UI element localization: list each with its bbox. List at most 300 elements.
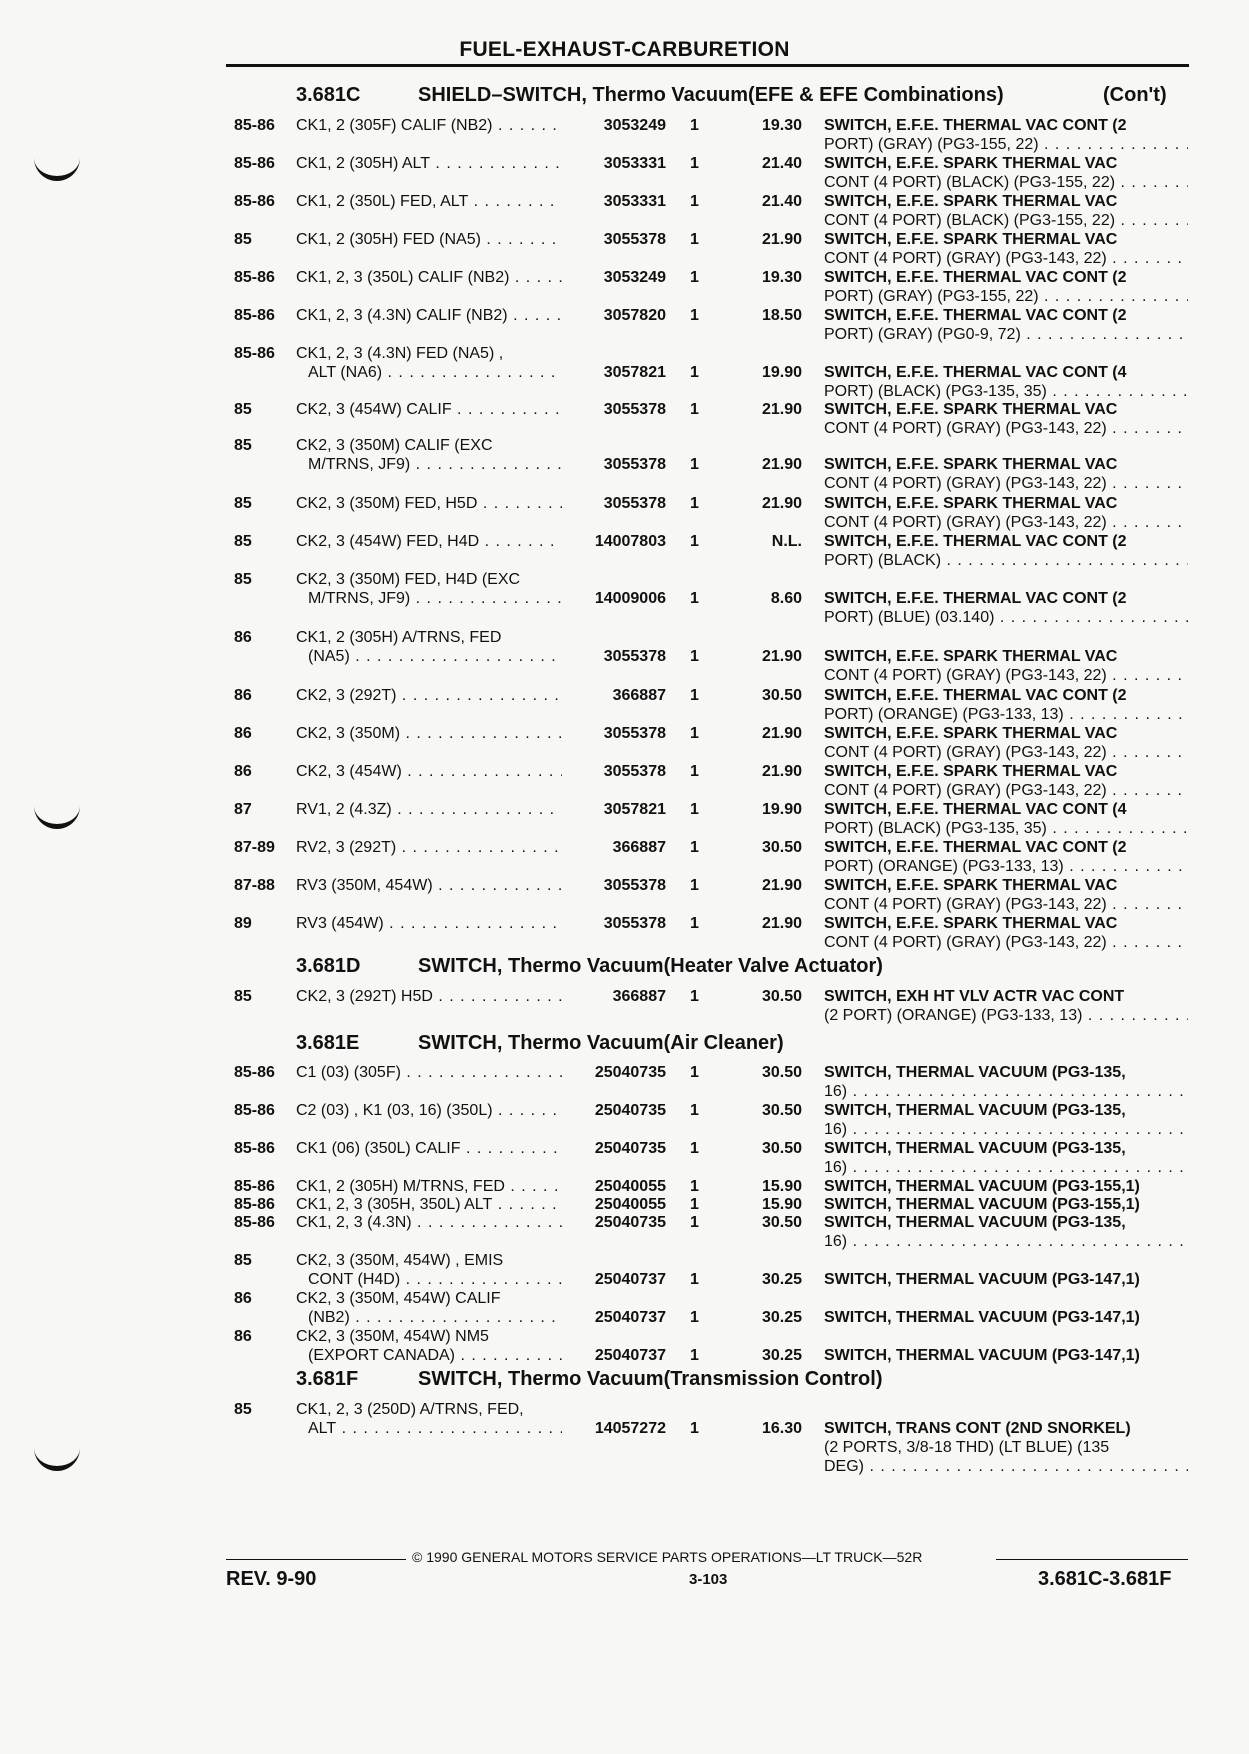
description-line: (NB2) . . . (296, 1308, 562, 1327)
part-name-line: SWITCH, E.F.E. SPARK THERMAL VAC (824, 877, 1118, 894)
part-name-line: PORT) (ORANGE) (PG3-133, 13) . . . (824, 857, 1188, 876)
part-name (824, 363, 1188, 401)
part-number: 3053249 (603, 117, 666, 134)
quantity: 1 (690, 915, 699, 932)
part-name (824, 987, 1188, 1025)
section-heading-3681f (296, 1368, 883, 1391)
model-years: 85-86 (234, 1196, 275, 1213)
part-name-line: SWITCH, THERMAL VACUUM (PG3-155,1) (824, 1178, 1140, 1195)
part-number: 366887 (612, 839, 666, 856)
part-name-line: SWITCH, THERMAL VACUUM (PG3-147,1) (824, 1271, 1140, 1288)
page-title: FUEL-EXHAUST-CARBURETION (459, 38, 790, 61)
price: 21.90 (761, 495, 802, 512)
price: 21.90 (761, 877, 802, 894)
part-number: 366887 (612, 988, 666, 1005)
description-line: RV2, 3 (292T) . . . (296, 838, 562, 857)
description-line: CK2, 3 (454W) FED, H4D . . . (296, 532, 562, 551)
part-number: 366887 (612, 687, 666, 704)
section-cont-label: (Con't) (1103, 84, 1167, 106)
part-name-line: SWITCH, THERMAL VACUUM (PG3-135, (824, 1102, 1126, 1119)
model-years: 86 (234, 725, 252, 742)
part-name (824, 589, 1188, 627)
quantity: 1 (690, 1140, 699, 1157)
model-years: 85-86 (234, 193, 275, 210)
description-line: CK1, 2, 3 (4.3N) CALIF (NB2) . . . (296, 306, 562, 325)
part-name-line: PORT) (GRAY) (PG3-155, 22) . . . (824, 287, 1188, 306)
application-description (296, 914, 562, 933)
part-number: 3055378 (603, 915, 666, 932)
part-name (824, 192, 1188, 230)
model-years: 85 (234, 988, 252, 1005)
part-number: 3057821 (603, 801, 666, 818)
quantity: 1 (690, 687, 699, 704)
part-name-line: CONT (4 PORT) (GRAY) (PG3-143, 22) . . . (824, 895, 1188, 914)
part-number: 3053331 (603, 193, 666, 210)
part-number: 25040737 (594, 1309, 666, 1326)
application-description (296, 1195, 562, 1214)
section-heading-3681d (296, 955, 883, 978)
description-line: CK2, 3 (454W) CALIF . . . (296, 400, 562, 419)
description-line: RV3 (350M, 454W) . . . (296, 876, 562, 895)
price: 30.50 (761, 1140, 802, 1157)
quantity: 1 (690, 877, 699, 894)
part-name (824, 1308, 1188, 1327)
description-line: CK1, 2, 3 (350L) CALIF (NB2) . . . (296, 268, 562, 287)
application-description (296, 400, 562, 419)
part-number: 14009006 (594, 590, 666, 607)
application-description (296, 436, 562, 474)
quantity: 1 (690, 648, 699, 665)
part-number: 3053249 (603, 269, 666, 286)
section-title: SHIELD–SWITCH, Thermo Vacuum(EFE & EFE Combinations) (418, 84, 1004, 106)
part-name-line: SWITCH, E.F.E. THERMAL VAC CONT (2 (824, 533, 1127, 550)
description-line: CK1, 2, 3 (250D) A/TRNS, FED, (296, 1401, 524, 1418)
part-name-line: SWITCH, E.F.E. THERMAL VAC CONT (2 (824, 307, 1127, 324)
model-years: 85-86 (234, 1102, 275, 1119)
part-name (824, 455, 1188, 493)
model-years: 85 (234, 571, 252, 588)
part-name-line: 16) . . . (824, 1082, 1188, 1101)
description-line: CK1, 2 (305H) ALT . . . (296, 154, 562, 173)
quantity: 1 (690, 117, 699, 134)
model-years: 86 (234, 763, 252, 780)
description-line: CK1, 2, 3 (305H, 350L) ALT . . . (296, 1195, 562, 1214)
price: 30.50 (761, 839, 802, 856)
description-line: RV1, 2 (4.3Z) . . . (296, 800, 562, 819)
part-name-line: PORT) (ORANGE) (PG3-133, 13) . . . (824, 705, 1188, 724)
description-line: CK1, 2 (350L) FED, ALT . . . (296, 192, 562, 211)
part-name-line: SWITCH, E.F.E. SPARK THERMAL VAC (824, 193, 1118, 210)
description-line: C1 (03) (305F) . . . (296, 1063, 562, 1082)
section-heading-3681e (296, 1032, 784, 1055)
part-name (824, 1101, 1188, 1139)
model-years: 86 (234, 687, 252, 704)
model-years: 87-89 (234, 839, 275, 856)
application-description (296, 1289, 562, 1327)
model-years: 86 (234, 1290, 252, 1307)
part-name (824, 1195, 1188, 1214)
part-number: 25040735 (594, 1102, 666, 1119)
binder-hole (34, 800, 80, 829)
model-years: 85 (234, 401, 252, 418)
model-years: 85-86 (234, 117, 275, 134)
part-name-line: SWITCH, E.F.E. SPARK THERMAL VAC (824, 231, 1118, 248)
part-name-line: CONT (4 PORT) (GRAY) (PG3-143, 22) . . . (824, 781, 1188, 800)
quantity: 1 (690, 401, 699, 418)
model-years: 85-86 (234, 345, 275, 362)
description-line: CK1, 2 (305H) M/TRNS, FED . . . (296, 1177, 562, 1196)
footer-page-number: 3-103 (689, 1571, 728, 1588)
model-years: 85-86 (234, 269, 275, 286)
application-description (296, 494, 562, 513)
part-name-line: PORT) (BLACK) (PG3-135, 35) . . . (824, 382, 1188, 401)
part-name-line: SWITCH, E.F.E. THERMAL VAC CONT (2 (824, 590, 1127, 607)
part-number: 3055378 (603, 456, 666, 473)
quantity: 1 (690, 1420, 699, 1437)
part-number: 3055378 (603, 231, 666, 248)
part-name-line: CONT (4 PORT) (GRAY) (PG3-143, 22) . . . (824, 666, 1188, 685)
section-code: 3.681E (296, 1032, 360, 1054)
model-years: 85 (234, 533, 252, 550)
price: 19.90 (761, 364, 802, 381)
description-line: CK2, 3 (350M) CALIF (EXC (296, 437, 493, 454)
price: 21.90 (761, 763, 802, 780)
part-name-line: CONT (4 PORT) (GRAY) (PG3-143, 22) . . . (824, 249, 1188, 268)
part-name-line: PORT) (BLUE) (03.140) . . . (824, 608, 1188, 627)
footer-copyright: © 1990 GENERAL MOTORS SERVICE PARTS OPERATIONS—LT TRUCK—52R (412, 1549, 923, 1565)
description-line: ALT (NA6) . . . (296, 363, 562, 382)
description-line: C2 (03) , K1 (03, 16) (350L) . . . (296, 1101, 562, 1120)
description-line: RV3 (454W) . . . (296, 914, 562, 933)
part-name-line: SWITCH, E.F.E. THERMAL VAC CONT (2 (824, 117, 1127, 134)
quantity: 1 (690, 1178, 699, 1195)
price: 21.90 (761, 648, 802, 665)
price: 21.40 (761, 155, 802, 172)
section-title: SWITCH, Thermo Vacuum(Air Cleaner) (418, 1032, 784, 1054)
part-number: 3055378 (603, 763, 666, 780)
part-name (824, 400, 1188, 438)
part-number: 25040735 (594, 1064, 666, 1081)
application-description (296, 344, 562, 382)
section-continued (1103, 84, 1167, 107)
price: 21.90 (761, 725, 802, 742)
part-name-line: SWITCH, E.F.E. SPARK THERMAL VAC (824, 648, 1118, 665)
part-number: 3055378 (603, 648, 666, 665)
price: 30.25 (761, 1271, 802, 1288)
model-years: 85-86 (234, 1214, 275, 1231)
part-number: 14057272 (594, 1420, 666, 1437)
part-name-line: CONT (4 PORT) (BLACK) (PG3-155, 22) . . . (824, 211, 1188, 230)
part-name-line: SWITCH, E.F.E. SPARK THERMAL VAC (824, 495, 1118, 512)
description-line: CK1, 2, 3 (4.3N) . . . (296, 1213, 562, 1232)
description-line: CK1, 2 (305H) FED (NA5) . . . (296, 230, 562, 249)
part-name-line: SWITCH, E.F.E. SPARK THERMAL VAC (824, 401, 1118, 418)
application-description (296, 838, 562, 857)
part-name (824, 1063, 1188, 1101)
application-description (296, 876, 562, 895)
part-name-line: SWITCH, THERMAL VACUUM (PG3-135, (824, 1140, 1126, 1157)
quantity: 1 (690, 269, 699, 286)
part-name-line: DEG) . . . (824, 1457, 1188, 1476)
description-line: CONT (H4D) . . . (296, 1270, 562, 1289)
part-number: 14007803 (594, 533, 666, 550)
section-heading-3681c (296, 84, 1004, 107)
part-name-line: CONT (4 PORT) (GRAY) (PG3-143, 22) . . . (824, 513, 1188, 532)
description-line: (EXPORT CANADA) . . . (296, 1346, 562, 1365)
model-years: 86 (234, 629, 252, 646)
application-description (296, 1177, 562, 1196)
part-number: 25040737 (594, 1271, 666, 1288)
quantity: 1 (690, 1347, 699, 1364)
price: 21.40 (761, 193, 802, 210)
description-line: ALT . . . (296, 1419, 562, 1438)
model-years: 86 (234, 1328, 252, 1345)
part-name-line: SWITCH, THERMAL VACUUM (PG3-135, (824, 1214, 1126, 1231)
part-number: 25040055 (594, 1178, 666, 1195)
price: 15.90 (761, 1178, 802, 1195)
quantity: 1 (690, 801, 699, 818)
part-name-line: CONT (4 PORT) (GRAY) (PG3-143, 22) . . . (824, 933, 1188, 952)
price: 21.90 (761, 456, 802, 473)
part-name-line: CONT (4 PORT) (GRAY) (PG3-143, 22) . . . (824, 419, 1188, 438)
description-line: CK1, 2 (305H) A/TRNS, FED (296, 629, 502, 646)
part-name (824, 306, 1188, 344)
price: 8.60 (770, 590, 802, 607)
part-number: 3055378 (603, 495, 666, 512)
part-name (824, 1270, 1188, 1289)
description-line: CK2, 3 (350M, 454W) NM5 (296, 1328, 489, 1345)
quantity: 1 (690, 364, 699, 381)
application-description (296, 1251, 562, 1289)
quantity: 1 (690, 725, 699, 742)
part-name (824, 686, 1188, 724)
footer-rule-left (226, 1559, 406, 1560)
quantity: 1 (690, 1196, 699, 1213)
part-name-line: SWITCH, THERMAL VACUUM (PG3-147,1) (824, 1347, 1140, 1364)
part-number: 3057820 (603, 307, 666, 324)
part-name-line: CONT (4 PORT) (GRAY) (PG3-143, 22) . . . (824, 474, 1188, 493)
application-description (296, 987, 562, 1006)
part-name-line: SWITCH, E.F.E. THERMAL VAC CONT (2 (824, 839, 1127, 856)
application-description (296, 154, 562, 173)
price: 21.90 (761, 915, 802, 932)
price: 19.30 (761, 117, 802, 134)
part-name (824, 1177, 1188, 1196)
description-line: CK1 (06) (350L) CALIF . . . (296, 1139, 562, 1158)
description-line: CK2, 3 (350M, 454W) , EMIS (296, 1252, 504, 1269)
part-number: 3055378 (603, 401, 666, 418)
application-description (296, 1213, 562, 1232)
binder-hole (34, 152, 80, 181)
price: 30.50 (761, 1214, 802, 1231)
quantity: 1 (690, 456, 699, 473)
price: 30.50 (761, 1102, 802, 1119)
price: 30.50 (761, 988, 802, 1005)
application-description (296, 570, 562, 608)
model-years: 85-86 (234, 307, 275, 324)
model-years: 85 (234, 1252, 252, 1269)
application-description (296, 1400, 562, 1438)
quantity: 1 (690, 231, 699, 248)
part-name (824, 230, 1188, 268)
application-description (296, 1139, 562, 1158)
part-name (824, 724, 1188, 762)
model-years: 85 (234, 495, 252, 512)
part-name-line: PORT) (BLACK) (PG3-135, 35) . . . (824, 819, 1188, 838)
footer-rule-right (996, 1559, 1188, 1560)
model-years: 85 (234, 1401, 252, 1418)
part-number: 3055378 (603, 877, 666, 894)
part-name (824, 647, 1188, 685)
application-description (296, 1063, 562, 1082)
part-name (824, 1213, 1188, 1251)
part-number: 25040737 (594, 1347, 666, 1364)
part-name (824, 876, 1188, 914)
part-name-line: SWITCH, E.F.E. SPARK THERMAL VAC (824, 725, 1118, 742)
part-number: 3055378 (603, 725, 666, 742)
part-number: 3053331 (603, 155, 666, 172)
model-years: 85-86 (234, 155, 275, 172)
section-title: SWITCH, Thermo Vacuum(Heater Valve Actuator) (418, 955, 883, 977)
application-description (296, 686, 562, 705)
price: 21.90 (761, 401, 802, 418)
price: 19.30 (761, 269, 802, 286)
application-description (296, 800, 562, 819)
part-name (824, 1139, 1188, 1177)
part-name-line: 16) . . . (824, 1120, 1188, 1139)
footer-revision: REV. 9-90 (226, 1568, 317, 1590)
description-line: CK2, 3 (350M) FED, H5D . . . (296, 494, 562, 513)
application-description (296, 116, 562, 135)
application-description (296, 230, 562, 249)
part-name (824, 116, 1188, 154)
part-name-line: SWITCH, EXH HT VLV ACTR VAC CONT (824, 988, 1125, 1005)
part-name (824, 762, 1188, 800)
part-name (824, 800, 1188, 838)
description-line: CK2, 3 (454W) . . . (296, 762, 562, 781)
price: 30.25 (761, 1347, 802, 1364)
part-name-line: (2 PORTS, 3/8-18 THD) (LT BLUE) (135 (824, 1439, 1110, 1456)
part-name (824, 494, 1188, 532)
footer-section-range: 3.681C-3.681F (1038, 1568, 1172, 1590)
section-code: 3.681D (296, 955, 361, 977)
model-years: 87 (234, 801, 252, 818)
part-number: 25040735 (594, 1140, 666, 1157)
price: 16.30 (761, 1420, 802, 1437)
part-name (824, 1346, 1188, 1365)
part-name-line: SWITCH, E.F.E. SPARK THERMAL VAC (824, 456, 1118, 473)
quantity: 1 (690, 495, 699, 512)
title-rule (226, 64, 1189, 67)
application-description (296, 1101, 562, 1120)
binder-hole (34, 1442, 80, 1471)
quantity: 1 (690, 763, 699, 780)
application-description (296, 268, 562, 287)
part-name (824, 914, 1188, 952)
description-line: M/TRNS, JF9) . . . (296, 589, 562, 608)
description-line: CK2, 3 (292T) H5D . . . (296, 987, 562, 1006)
quantity: 1 (690, 590, 699, 607)
part-name (824, 1419, 1188, 1476)
model-years: 85 (234, 231, 252, 248)
price: 30.25 (761, 1309, 802, 1326)
part-name-line: PORT) (GRAY) (PG0-9, 72) . . . (824, 325, 1188, 344)
description-line: M/TRNS, JF9) . . . (296, 455, 562, 474)
description-line: CK2, 3 (350M) FED, H4D (EXC (296, 571, 521, 588)
model-years: 87-88 (234, 877, 275, 894)
model-years: 85-86 (234, 1064, 275, 1081)
part-name-line: 16) . . . (824, 1232, 1188, 1251)
price: 30.50 (761, 1064, 802, 1081)
part-name-line: SWITCH, E.F.E. THERMAL VAC CONT (4 (824, 364, 1127, 381)
quantity: 1 (690, 839, 699, 856)
part-name-line: SWITCH, THERMAL VACUUM (PG3-135, (824, 1064, 1126, 1081)
quantity: 1 (690, 1102, 699, 1119)
part-name-line: PORT) (BLACK) . . . (824, 551, 1188, 570)
part-name-line: 16) . . . (824, 1158, 1188, 1177)
part-number: 25040735 (594, 1214, 666, 1231)
price: 19.90 (761, 801, 802, 818)
price: 21.90 (761, 231, 802, 248)
part-name-line: SWITCH, E.F.E. SPARK THERMAL VAC (824, 155, 1118, 172)
price: 15.90 (761, 1196, 802, 1213)
part-name-line: SWITCH, E.F.E. THERMAL VAC CONT (2 (824, 687, 1127, 704)
quantity: 1 (690, 155, 699, 172)
section-code: 3.681F (296, 1368, 359, 1390)
part-name-line: SWITCH, THERMAL VACUUM (PG3-147,1) (824, 1309, 1140, 1326)
price: 18.50 (761, 307, 802, 324)
quantity: 1 (690, 988, 699, 1005)
description-line: CK1, 2 (305F) CALIF (NB2) . . . (296, 116, 562, 135)
model-years: 85-86 (234, 1178, 275, 1195)
description-line: CK2, 3 (350M) . . . (296, 724, 562, 743)
part-name-line: (2 PORT) (ORANGE) (PG3-133, 13) . . . (824, 1006, 1188, 1025)
quantity: 1 (690, 1214, 699, 1231)
part-name-line: SWITCH, E.F.E. SPARK THERMAL VAC (824, 915, 1118, 932)
part-name (824, 838, 1188, 876)
part-name-line: SWITCH, E.F.E. THERMAL VAC CONT (4 (824, 801, 1127, 818)
description-line: CK2, 3 (350M, 454W) CALIF (296, 1290, 501, 1307)
application-description (296, 1327, 562, 1365)
quantity: 1 (690, 1271, 699, 1288)
model-years: 85-86 (234, 1140, 275, 1157)
part-name (824, 268, 1188, 306)
model-years: 89 (234, 915, 252, 932)
price: N.L. (771, 533, 802, 550)
part-name-line: CONT (4 PORT) (BLACK) (PG3-155, 22) . . . (824, 173, 1188, 192)
part-number: 3057821 (603, 364, 666, 381)
section-code: 3.681C (296, 84, 361, 106)
part-name-line: SWITCH, TRANS CONT (2ND SNORKEL) (824, 1420, 1131, 1437)
application-description (296, 724, 562, 743)
description-line: CK2, 3 (292T) . . . (296, 686, 562, 705)
part-name (824, 154, 1188, 192)
application-description (296, 306, 562, 325)
application-description (296, 192, 562, 211)
part-name-line: SWITCH, E.F.E. SPARK THERMAL VAC (824, 763, 1118, 780)
quantity: 1 (690, 307, 699, 324)
part-name-line: SWITCH, E.F.E. THERMAL VAC CONT (2 (824, 269, 1127, 286)
application-description (296, 532, 562, 551)
part-name-line: SWITCH, THERMAL VACUUM (PG3-155,1) (824, 1196, 1140, 1213)
part-number: 25040055 (594, 1196, 666, 1213)
quantity: 1 (690, 1064, 699, 1081)
model-years: 85 (234, 437, 252, 454)
price: 30.50 (761, 687, 802, 704)
quantity: 1 (690, 1309, 699, 1326)
part-name (824, 532, 1188, 570)
description-line: CK1, 2, 3 (4.3N) FED (NA5) , (296, 345, 504, 362)
